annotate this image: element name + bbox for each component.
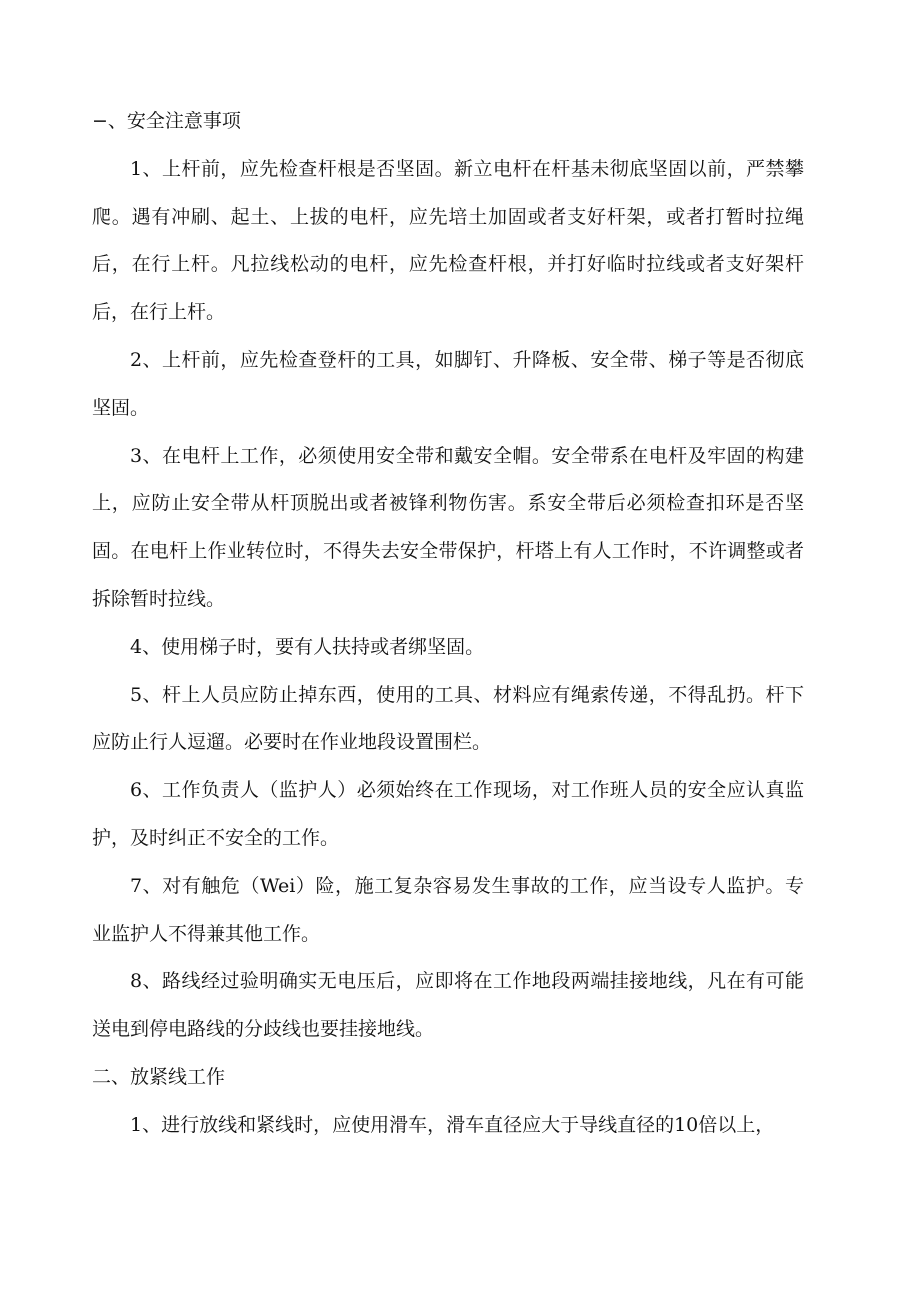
paragraph-7: 7、对有触危（Wei）险，施工复杂容易发生事故的工作，应当设专人监护。专业监护人不得兼其他工作。 [92,874,804,945]
section-heading-stringing: 二、放紧线工作 [92,1065,226,1088]
paragraph-8: 8、路线经过验明确实无电压后，应即将在工作地段两端挂接地线，凡在有可能送电到停电路线的分歧线也要挂接地线。 [92,970,804,1041]
paragraph-4: 4、使用梯子时，要有人扶持或者绑坚固。 [130,635,485,658]
paragraph-3: 3、在电杆上工作，必须使用安全带和戴安全帽。安全带系在电杆及牢固的构建上，应防止安全带从杆顶脱出或者被锋利物伤害。系安全带后必须检查扣环是否坚固。在电杆上作业转位时，不得失去安全带保护，杆塔上有人工作时，不许调整或者拆除暂时拉线。 [92,444,804,610]
paragraph-6: 6、工作负责人（监护人）必须始终在工作现场，对工作班人员的安全应认真监护，及时纠正不安全的工作。 [92,779,804,849]
paragraph-1: 1、上杆前，应先检查杆根是否坚固。新立电杆在杆基未彻底坚固以前，严禁攀爬。遇有冲刷、起土、上拔的电杆，应先培土加固或者支好杆架，或者打暂时拉绳后，在行上杆。凡拉线松动的电杆，应先检查杆根，并打好临时拉线或者支好架杆后，在行上杆。 [92,157,804,324]
document-body [92,98,804,1150]
paragraph-5: 5、杆上人员应防止掉东西，使用的工具、材料应有绳索传递，不得乱扔。杆下应防止行人逗遛。必要时在作业地段设置围栏。 [92,683,804,754]
paragraph-stringing-1: 1、进行放线和紧线时，应使用滑车，滑车直径应大于导线直径的10倍以上， [130,1113,775,1136]
section-heading-safety: −、安全注意事项 [92,110,241,132]
paragraph-2: 2、上杆前，应先检查登杆的工具，如脚钉、升降板、安全带、梯子等是否彻底坚固。 [92,348,804,419]
